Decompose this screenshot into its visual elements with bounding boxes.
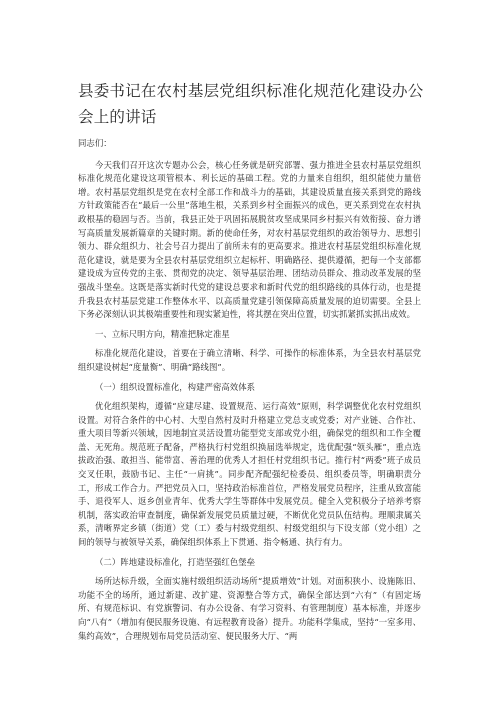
subsection-heading-2: （二）阵地建设标准化，打造坚强红色堡垒 [95, 556, 256, 567]
subsection-heading-1: （一）组织设置标准化，构建严密高效体系 [95, 381, 256, 392]
paragraph-subsection-1: 优化组织架构，遵循“应建尽建、设置规范、运行高效”原则，科学调整优化农村党组织设置。对符合条件的中心村、大型自然村及时升格建立党总支或党委；对产业链、合作社、重大项目等新兴领域，因地制宜灵活设置功能型党支部或党小组，确保党的组织和工作全覆盖、无死角。规范班子配备，严格执行村党组织换届选举规定，选优配强“领头雁”，重点选拔政治强、敢担当、能带富、善治理的优秀人才担任村党组织书记。推行村“两委”班子成员交叉任职，鼓励书记、主任“一肩挑”。同步配齐配强纪检委员、组织委员等，明确职责分工，形成工作合力。严把党员入口，坚持政治标准首位，严格发展党员程序，注重从致富能手、退役军人、返乡创业青年、优秀大学生等群体中发展党员。健全入党积极分子培养考察机制，落实政治审查制度，确保新发展党员质量过硬，不断优化党员队伍结构。理顺隶属关系，清晰界定乡镇（街道）党（工）委与村级党组织、村级党组织与下设支部（党小组）之间的领导与被领导关系，确保组织体系上下贯通、指令畅通、执行有力。 [78, 401, 421, 548]
paragraph-subsection-2: 场所达标升级，全面实施村级组织活动场所“提质增效”计划。对面积狭小、设施陈旧、功能不全的场所，通过新建、改扩建、资源整合等方式，确保全部达到“六有”（有固定场所、有规范标识、有党旗警词、有办公设备、有学习资料、有管理制度）基本标准，并逐步向“八有”（增加有便民服务设施、有远程教育设备）提升。功能科学集成，坚持“一室多用、集约高效”，合理规划布局党员活动室、便民服务大厅、“两 [78, 576, 421, 641]
paragraph-section-1: 标准化规范化建设，首要在于确立清晰、科学、可操作的标准体系，为全县农村基层党组织建设树起“度量衡”、明确“路线图”。 [78, 348, 421, 372]
document-body [78, 137, 421, 643]
section-heading-1: 一、立标尺明方向，精准把脉定准星 [95, 328, 230, 339]
salutation: 同志们： [78, 138, 112, 148]
paragraph-intro: 今天我们召开这次专题办公会，核心任务就是研究部署、强力推进全县农村基层党组织标准化规范化建设这项管根本、利长远的基础工程。党的力量来自组织，组织能使力量倍增。农村基层党组织是党在农村全部工作和战斗力的基础，其建设质量直接关系到党的路线方针政策能否在“最后一公里”落地生根，关系到乡村全面振兴的成色，更关系到党在农村执政根基的稳固与否。当前，我县正处于巩固拓展脱贫攻坚成果同乡村振兴有效衔接、奋力谱写高质量发展新篇章的关键时期。新的使命任务，对农村基层党组织的政治领导力、思想引领力、群众组织力、社会号召力提出了前所未有的更高要求。推进农村基层党组织标准化规范化建设，就是要为全县农村基层党组织立起标杆、明确路径、提供遵循，把每一个支部都建设成为宣传党的主张、贯彻党的决定、领导基层治理、团结动员群众、推动改革发展的坚强战斗堡垒。这既是落实新时代党的建设总要求和新时代党的组织路线的具体行动，也是提升我县农村基层党建工作整体水平、以高质量党建引领保障高质量发展的迫切需要。全县上下务必深刻认识其极端重要性和现实紧迫性，将其摆在突出位置，切实抓紧抓实抓出成效。 [78, 159, 421, 320]
document-title: 县委书记在农村基层党组织标准化规范化建设办公会上的讲话 [78, 82, 424, 126]
